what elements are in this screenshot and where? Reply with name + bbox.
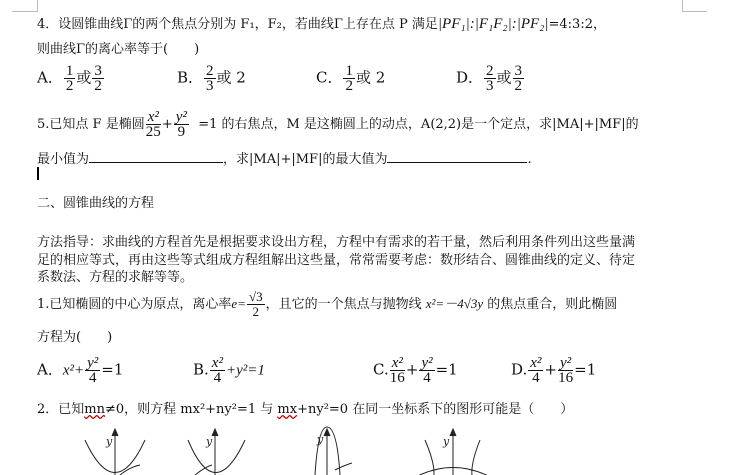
- q1-option-a: A．x²+ $\frac{\text{y²}}{4}$ =1: [37, 355, 124, 386]
- q1-option-c: C. $\frac{\text{x²}}{16}$ + $\frac{\text{y²}}{4}$ =1: [373, 355, 458, 386]
- q4-option-c: C． $\frac{1}{2}$ 或 2: [316, 63, 386, 94]
- spellcheck-word[interactable]: mn: [84, 402, 105, 417]
- q4-line1: [37, 16, 606, 33]
- axis-label-y: y: [106, 435, 113, 448]
- q1-option-b: B. $\frac{\text{x²}}{4}$ +y²=1: [193, 355, 265, 386]
- q4-option-d: D． $\frac{2}{3}$ 或 $\frac{3}{2}$: [456, 63, 523, 94]
- q5-line2: 最小值为 ，求|MA|+|MF|的最大值为 .: [37, 152, 532, 167]
- graph-a: [85, 429, 145, 475]
- page-corner-mark-left: [12, 0, 38, 12]
- axis-label-y: y: [206, 435, 213, 448]
- q1-option-d: D. $\frac{\text{x²}}{4}$ + $\frac{\text{y²}}{16}$ =1: [511, 355, 597, 386]
- text-cursor: [37, 167, 39, 180]
- q1-line2: 方程为( ): [37, 330, 113, 345]
- q2-line: 2．已知mn≠0，则方程 mx²+ny²=1 与 mx+ny²=0 在同一坐标系下的图形可能是（ ）: [37, 402, 574, 417]
- axis-label-y: y: [317, 433, 324, 446]
- q1-line1: 1.已知椭圆的中心为原点，离心率e= $\frac{√3}{2}$ ，且它的一个焦点与抛物线 x²=－4√3y 的焦点重合，则此椭圆: [37, 289, 618, 319]
- method-paragraph: 方法指导：求曲线的方程首先是根据要求设出方程，方程中有需求的若干量，然后利用条件列出这些量满 足的相应等式，再由这些等式组成方程组解出这些量，常常需要考虑：数形结合、圆锥曲线的定义、待定 系数法、方程的求解等等。: [37, 235, 636, 285]
- graph-d: [410, 429, 496, 475]
- q4-line2: 则曲线Γ的离心率等于( ): [37, 42, 200, 57]
- spellcheck-word[interactable]: mx: [277, 402, 298, 417]
- graph-b: [188, 429, 245, 475]
- page-corner-mark-right: [682, 0, 707, 12]
- q5-line1: 5.已知点 F 是椭圆 $\frac{\text{x²}}{25}$ + $\frac{\text{y²}}{9}$ =1 的右焦点，M 是这椭圆上的动点，A(2,2)是一个定点，求|MA|+|MF|的: [37, 109, 639, 140]
- q4-ratio: |PF₁|:|F₁F₂|:|PF₂|: [437, 16, 549, 32]
- axis-label-y: y: [443, 435, 450, 448]
- answer-blank-min[interactable]: [89, 150, 223, 163]
- q4-option-a: A． $\frac{1}{2}$ 或 $\frac{3}{2}$: [37, 63, 102, 94]
- q4-ratio-value: =4:3:2，: [548, 17, 606, 32]
- q2-graphs: [0, 425, 737, 475]
- q4-text: 4．设圆锥曲线Γ的两个焦点分别为 F₁，F₂，若曲线Γ上存在点 P 满足: [37, 17, 438, 32]
- q4-option-b: B． $\frac{2}{3}$ 或 2: [177, 63, 246, 94]
- section-heading: 二、圆锥曲线的方程: [37, 196, 155, 211]
- answer-blank-max[interactable]: [387, 150, 527, 163]
